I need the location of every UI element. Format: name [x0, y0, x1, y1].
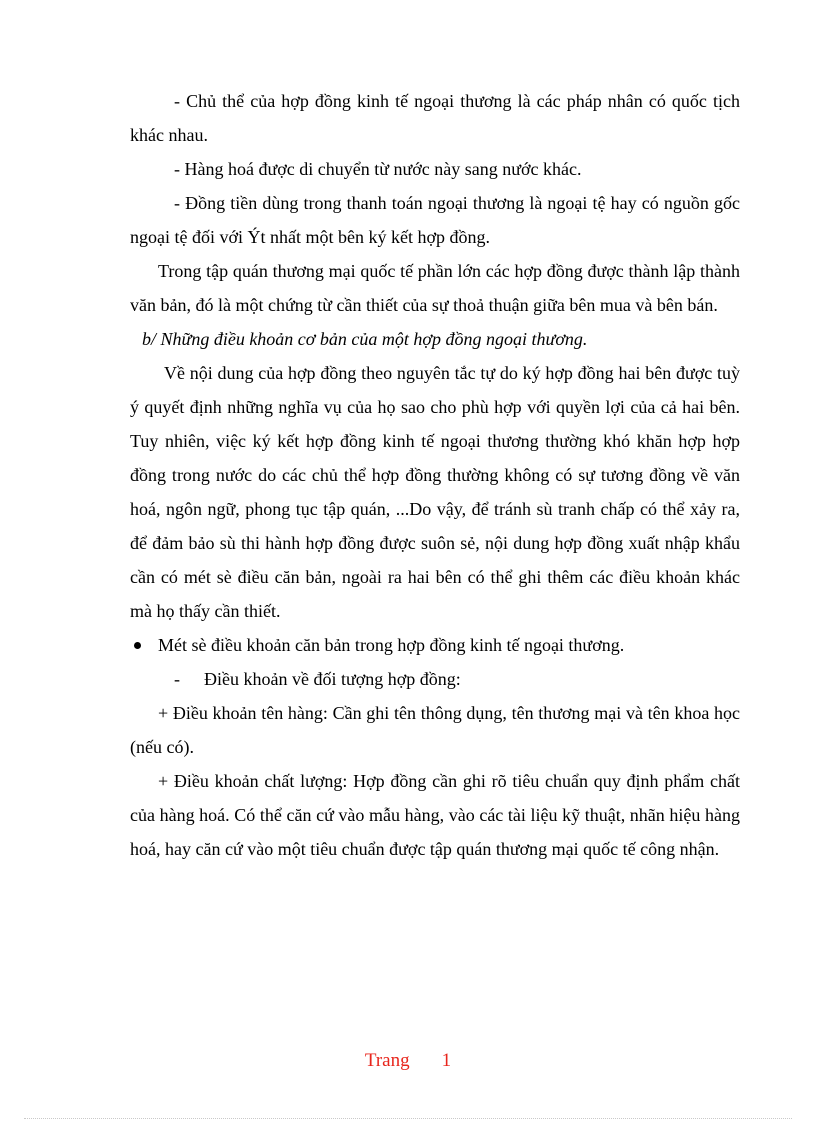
- paragraph-contract-parties: - Chủ thể của hợp đồng kinh tế ngoại thương là các pháp nhân có quốc tịch khác nhau.: [130, 91, 740, 145]
- clause-quality: + Điều khoản chất lượng: Hợp đồng cần ghi rõ tiêu chuẩn quy định phẩm chất của hàng hoá. Có thể căn cứ vào mẫu hàng, vào các tài liệu kỹ thuật, nhãn hiệu hàng hoá, hay căn cứ vào một tiêu chuẩn được tập quán thương mại quốc tế công nhận.: [130, 771, 740, 859]
- page-footer: [0, 1046, 816, 1076]
- bullet-item-text: Mét sè điều khoản căn bản trong hợp đồng kinh tế ngoại thương.: [158, 635, 625, 655]
- dash-item-text: Điều khoản về đối tượng hợp đồng:: [204, 669, 461, 689]
- dash-list-item: [130, 662, 740, 696]
- paragraph-trade-practice: Trong tập quán thương mại quốc tế phần lớn các hợp đồng được thành lập thành văn bản, đó là một chứng từ cần thiết của sự thoả thuận giữa bên mua và bên bán.: [130, 261, 740, 315]
- footer-label: Trang: [364, 1050, 410, 1071]
- bullet-list-item: [130, 628, 740, 662]
- footer-page-number: 1: [441, 1050, 452, 1071]
- bullet-icon: [134, 642, 141, 649]
- paragraph-goods-movement: - Hàng hoá được di chuyển từ nước này sang nước khác.: [174, 159, 582, 179]
- section-heading: b/ Những điều khoản cơ bản của một hợp đồng ngoại thương.: [142, 329, 588, 349]
- paragraph-payment-currency: - Đồng tiền dùng trong thanh toán ngoại thương là ngoại tệ hay có nguồn gốc ngoại tệ đối với Ýt nhất một bên ký kết hợp đồng.: [130, 193, 740, 247]
- page-edge-divider: [24, 1118, 792, 1119]
- dash-marker: -: [174, 669, 180, 689]
- page-body: [130, 84, 740, 866]
- clause-goods-name: + Điều khoản tên hàng: Cần ghi tên thông dụng, tên thương mại và tên khoa học (nếu có).: [130, 703, 740, 757]
- paragraph-contract-content: Về nội dung của hợp đồng theo nguyên tắc tự do ký hợp đồng hai bên được tuỳ ý quyết định những nghĩa vụ của họ sao cho phù hợp với quyền lợi của cả hai bên. Tuy nhiên, việc ký kết hợp đồng kinh tế ngoại thương thường khó khăn hợp hợp đồng trong nước do các chủ thể hợp đồng thường không có sự tương đồng về văn hoá, ngôn ngữ, phong tục tập quán, ...Do vậy, để tránh sù tranh chấp có thể xảy ra, để đảm bảo sù thi hành hợp đồng được suôn sẻ, nội dung hợp đồng xuất nhập khẩu cần có mét sè điều căn bản, ngoài ra hai bên có thể ghi thêm các điều khoản khác mà họ thấy cần thiết.: [130, 363, 740, 621]
